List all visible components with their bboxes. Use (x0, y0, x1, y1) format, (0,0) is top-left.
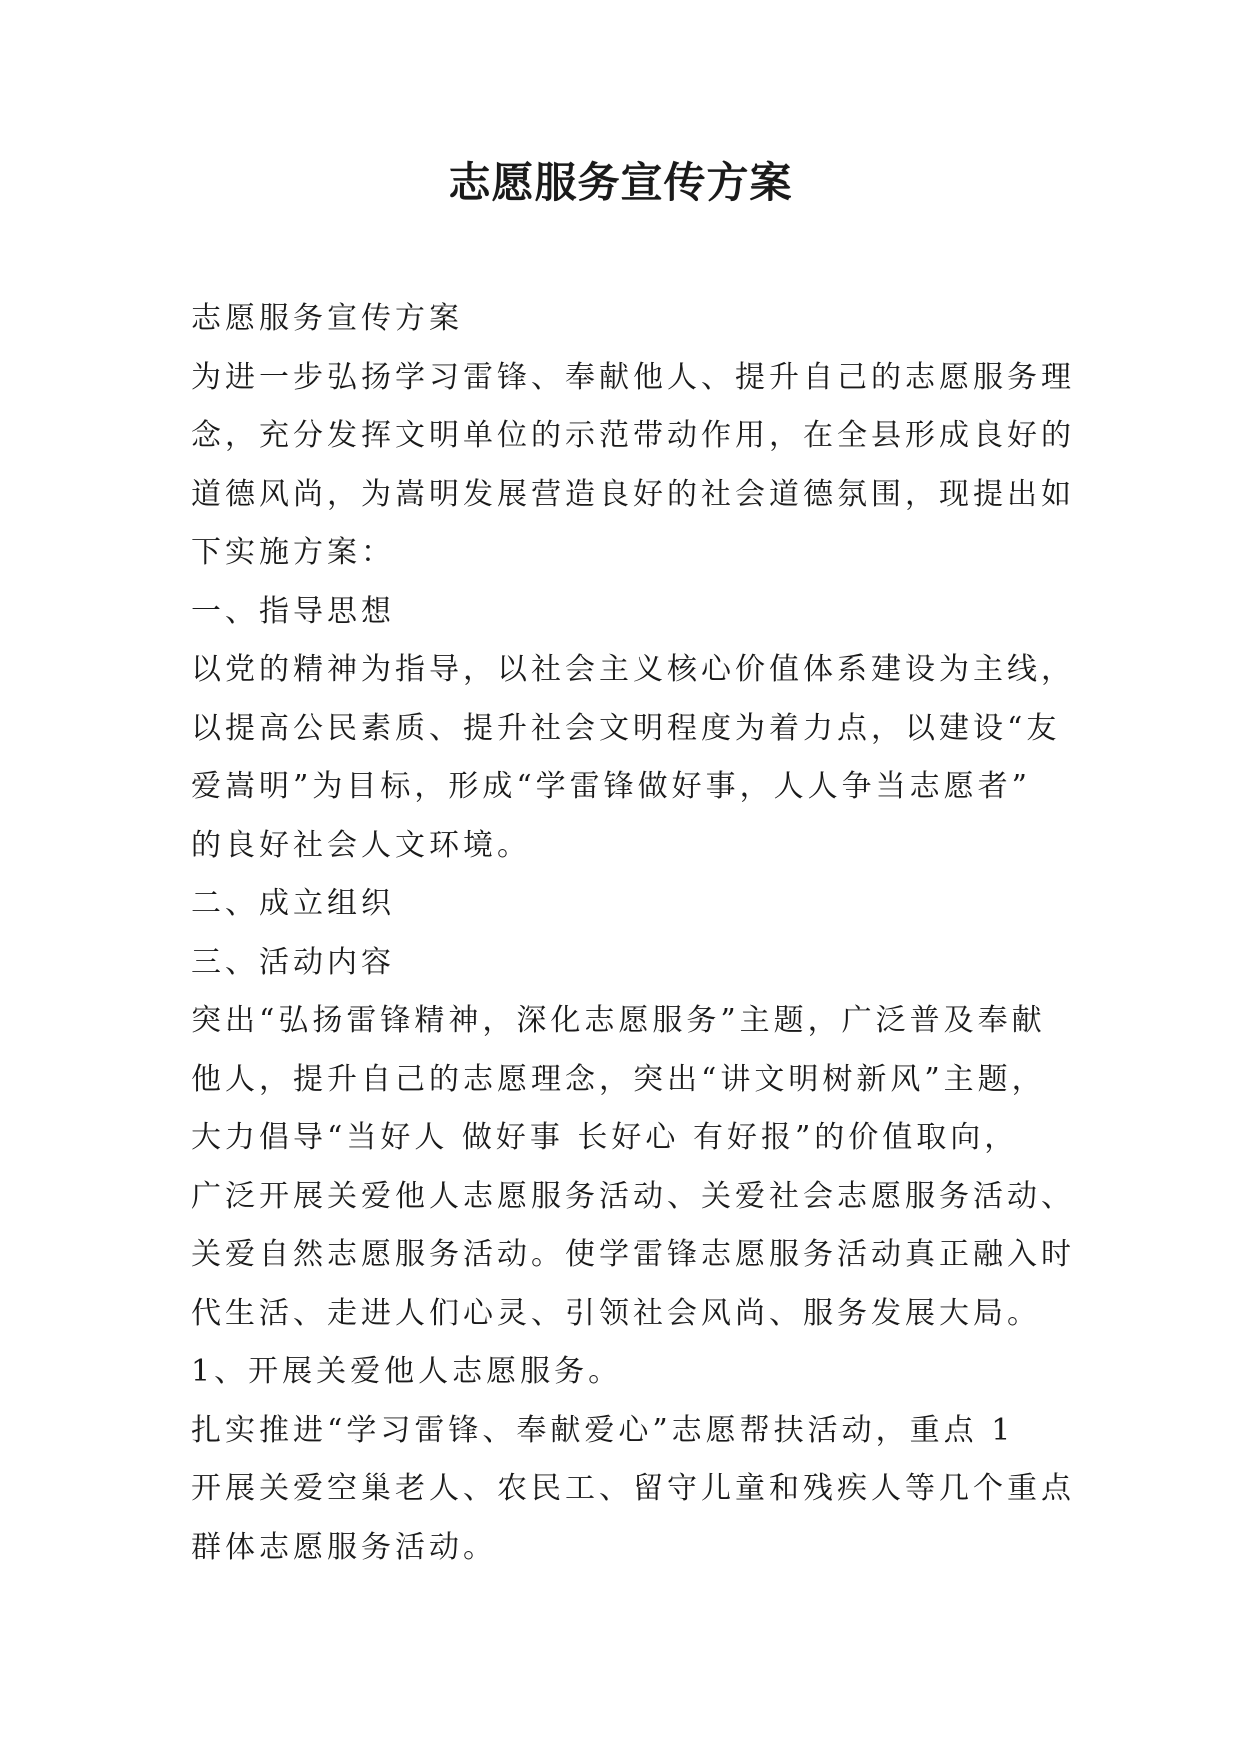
body-line: 以提高公民素质、提升社会文明程度为着力点，以建设“友 (191, 710, 1061, 746)
body-line: 关爱自然志愿服务活动。使学雷锋志愿服务活动真正融入时 (191, 1237, 1075, 1272)
body-line: 志愿服务宣传方案 (191, 301, 463, 336)
subsection-heading: 1、开展关爱他人志愿服务。 (191, 1354, 623, 1389)
body-line: 的良好社会人文环境。 (191, 827, 531, 863)
body-line: 念，充分发挥文明单位的示范带动作用，在全县形成良好的 (191, 418, 1075, 453)
section-heading: 二、成立组织 (191, 886, 395, 921)
body-line: 突出“弘扬雷锋精神，深化志愿服务”主题，广泛普及奉献 (191, 1003, 1046, 1038)
document-title: 志愿服务宣传方案 (448, 158, 793, 207)
body-line: 群体志愿服务活动。 (191, 1529, 497, 1565)
body-line: 他人，提升自己的志愿理念，突出“讲文明树新风”主题， (191, 1061, 1046, 1097)
body-line: 为进一步弘扬学习雷锋、奉献他人、提升自己的志愿服务理 (191, 359, 1075, 395)
body-line: 扎实推进“学习雷锋、奉献爱心”志愿帮扶活动，重点 1 (191, 1412, 1015, 1448)
body-line: 爱嵩明”为目标，形成“学雷锋做好事，人人争当志愿者” (191, 769, 1032, 804)
body-line: 代生活、走进人们心灵、引领社会风尚、服务发展大局。 (191, 1295, 1041, 1331)
body-line: 以党的精神为指导，以社会主义核心价值体系建设为主线， (191, 652, 1075, 687)
section-heading: 一、指导思想 (191, 593, 395, 629)
body-line: 下实施方案： (191, 535, 395, 570)
section-heading: 三、活动内容 (191, 944, 395, 980)
body-line: 开展关爱空巢老人、农民工、留守儿童和残疾人等几个重点 (191, 1471, 1075, 1506)
body-line: 道德风尚，为嵩明发展营造良好的社会道德氛围，现提出如 (191, 476, 1075, 512)
body-line: 广泛开展关爱他人志愿服务活动、关爱社会志愿服务活动、 (191, 1178, 1075, 1214)
body-line: 大力倡导“当好人 做好事 长好心 有好报”的价值取向， (191, 1120, 1019, 1155)
document-body (191, 290, 1075, 1577)
